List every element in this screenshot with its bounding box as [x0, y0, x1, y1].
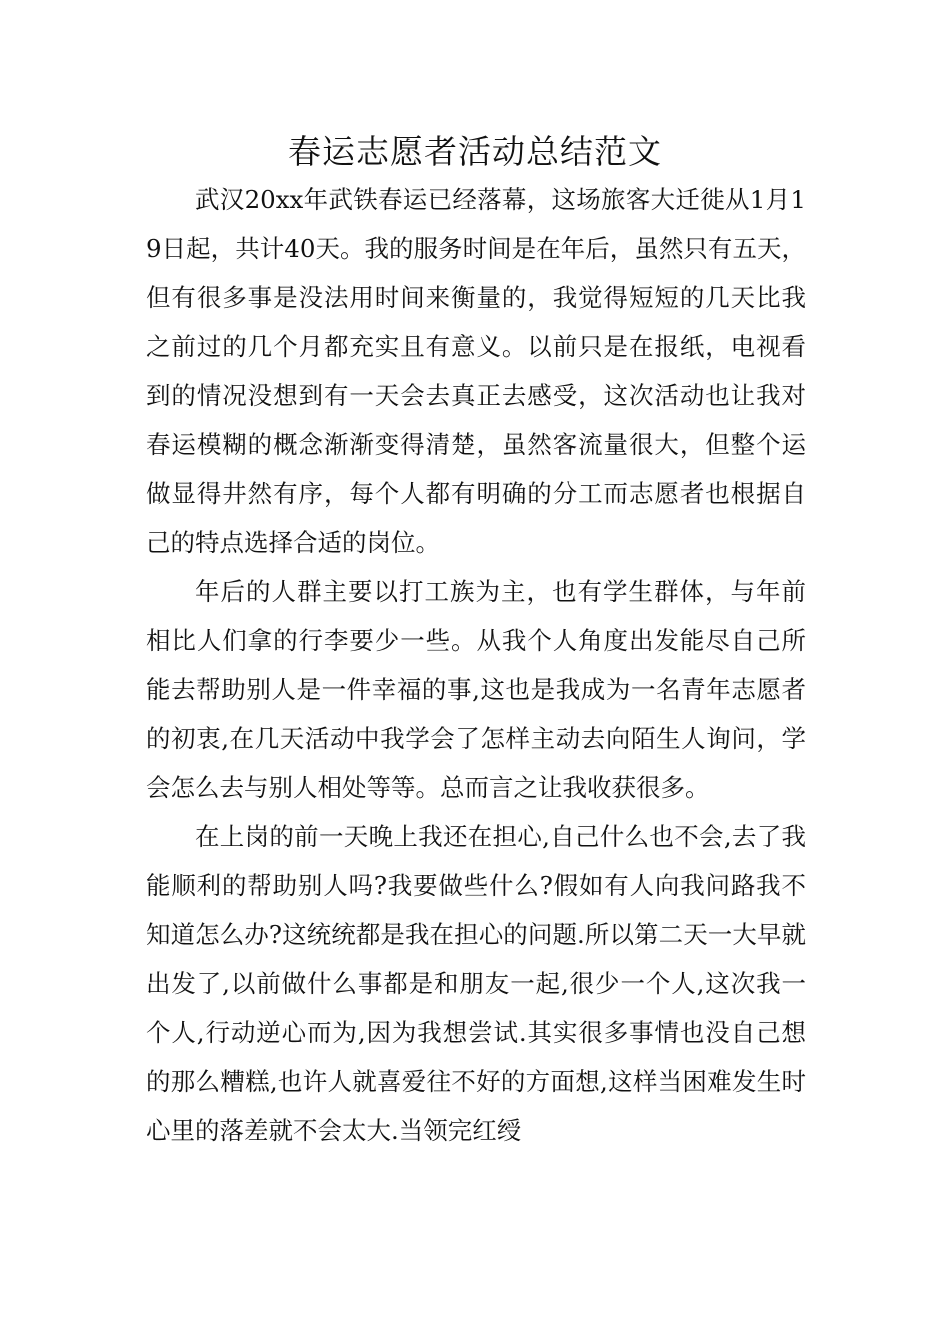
paragraph-2: 年后的人群主要以打工族为主，也有学生群体，与年前相比人们拿的行李要少一些。从我个人角度出发能尽自己所能去帮助别人是一件幸福的事,这也是我成为一名青年志愿者的初衷,在几天活动中我学会了怎样主动去向陌生人询问，学会怎么去与别人相处等等。总而言之让我收获很多。	[146, 577, 806, 802]
paragraph-1: 武汉20xx年武铁春运已经落幕，这场旅客大迁徙从1月19日起，共计40天。我的服务时间是在年后，虽然只有五天，但有很多事是没法用时间来衡量的，我觉得短短的几天比我之前过的几个月都充实且有意义。以前只是在报纸，电视看到的情况没想到有一天会去真正去感受，这次活动也让我对春运模糊的概念渐渐变得清楚，虽然客流量很大，但整个运做显得井然有序，每个人都有明确的分工而志愿者也根据自己的特点选择合适的岗位。	[146, 185, 806, 557]
paragraph-3: 在上岗的前一天晚上我还在担心,自己什么也不会,去了我能顺利的帮助别人吗?我要做些什么?假如有人向我问路我不知道怎么办?这统统都是我在担心的问题.所以第二天一大早就出发了,以前做什么事都是和朋友一起,很少一个人,这次我一个人,行动逆心而为,因为我想尝试.其实很多事情也没自己想的那么糟糕,也许人就喜爱往不好的方面想,这样当困难发生时心里的落差就不会太大.当领完红绶	[146, 822, 806, 1145]
document-body	[146, 175, 806, 1155]
document-title: 春运志愿者活动总结范文	[288, 132, 662, 171]
